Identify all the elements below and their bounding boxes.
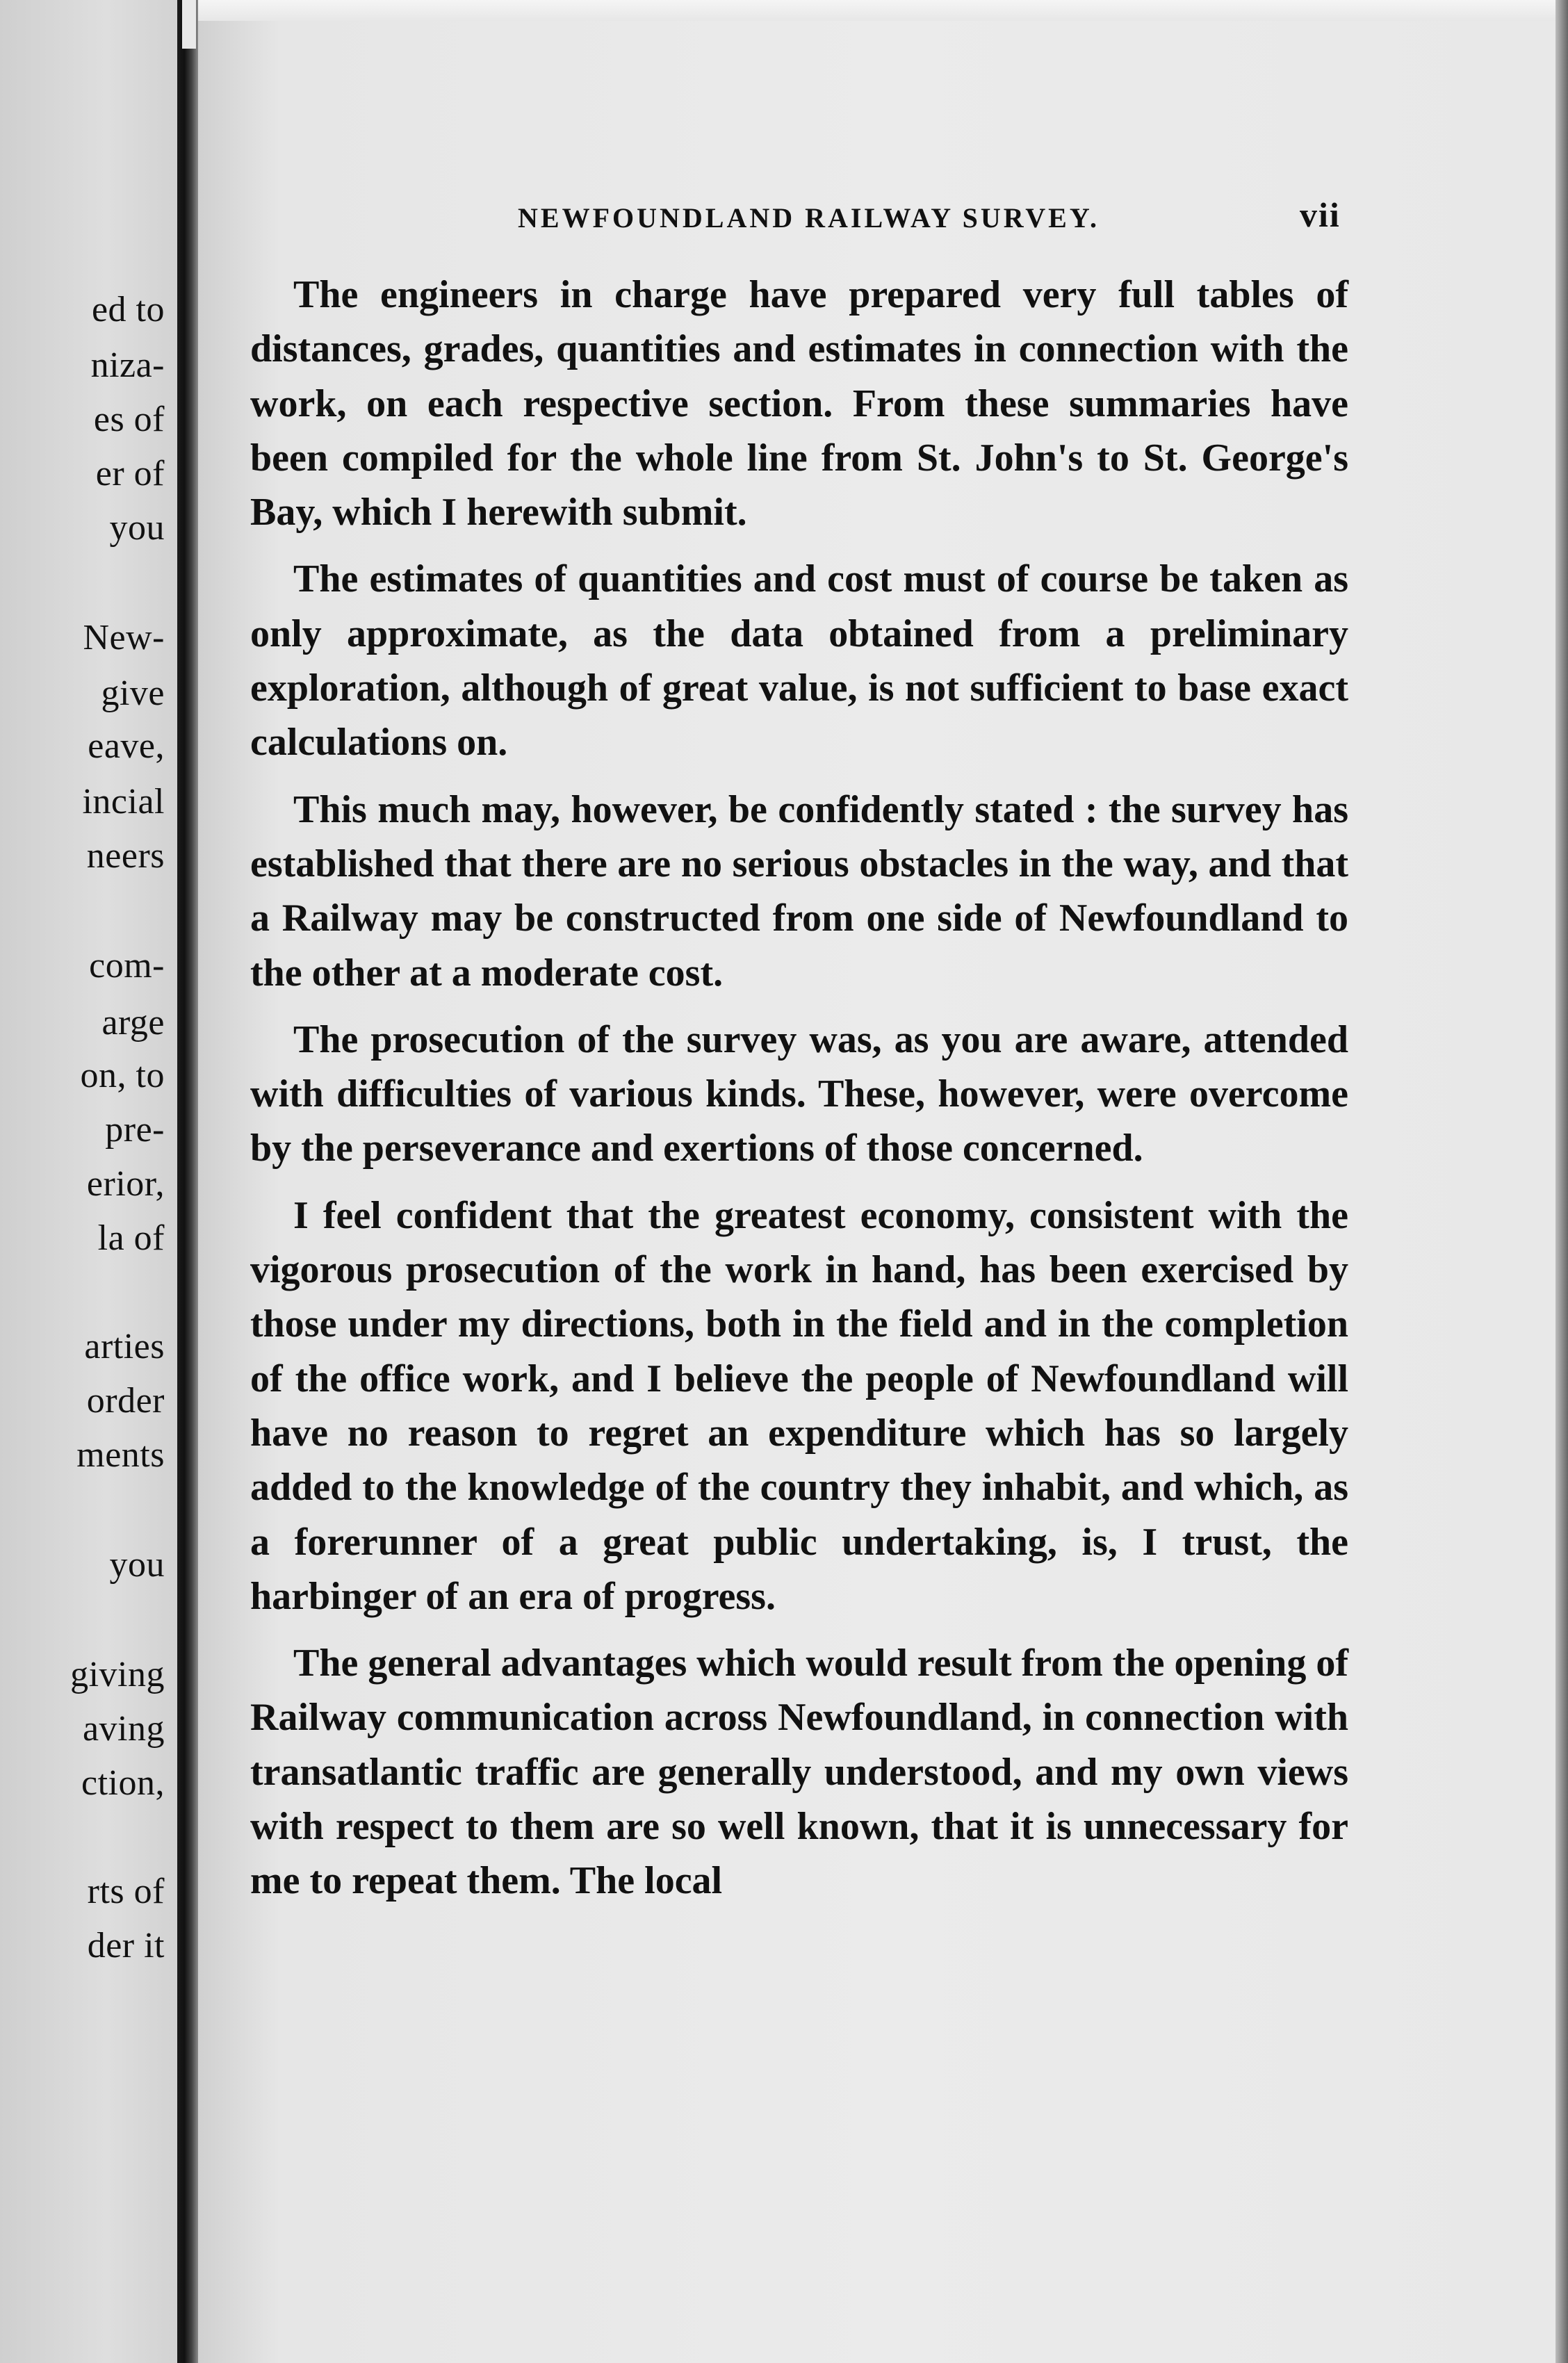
facing-page-line: eave, — [88, 726, 165, 766]
facing-page-line: arties — [84, 1327, 165, 1366]
facing-page-line: aving — [82, 1709, 165, 1749]
facing-page-line: der it — [87, 1926, 165, 1965]
running-head: NEWFOUNDLAND RAILWAY SURVEY. — [518, 202, 1100, 234]
facing-page-line: niza- — [90, 345, 165, 385]
facing-page-line: pre- — [105, 1110, 165, 1150]
facing-page-line: you — [109, 1545, 165, 1585]
facing-page-line: giving — [70, 1655, 165, 1694]
paragraph: The general advantages which would result from the opening of Railway communication across Newfoundland, in connection with transatlantic traffic are generally understood, and my own views with respect to them are so well known, that it is unnecessary for me to repeat them. The local — [250, 1642, 1348, 1903]
page-number: vii — [1300, 195, 1341, 234]
paragraph: This much may, however, be confidently stated : the survey has established that there are no serious obstacles in the way, and that a Railway may be constructed from one side of Newfoundland to the other at a moderate cost. — [250, 787, 1348, 995]
page-right-edge — [1555, 0, 1568, 2363]
facing-page-line: order — [86, 1381, 165, 1421]
facing-page-line: com- — [89, 946, 165, 986]
facing-page-line: er of — [95, 454, 165, 493]
facing-page-line: incial — [82, 782, 165, 821]
paragraph: The estimates of quantities and cost must of course be taken as only approximate, as the data obtained from a preliminary exploration, although of great value, is not sufficient to base exact calculations on. — [250, 557, 1348, 764]
paragraph: The prosecution of the survey was, as you are aware, attended with difficulties of various kinds. These, however, were overcome by the perseverance and exertions of those concerned. — [250, 1017, 1348, 1170]
facing-page-line: erior, — [86, 1164, 165, 1204]
book-gutter-shadow — [177, 0, 198, 2363]
paragraph: The engineers in charge have prepared very full tables of distances, grades, quantities and estimates in connection with the work, on each respective section. From these summaries have been compiled for the whole line from St. John's to St. George's Bay, which I herewith submit. — [250, 273, 1348, 534]
facing-page-edge — [0, 0, 177, 2363]
facing-page-line: give — [101, 673, 165, 713]
facing-page-line: on, to — [80, 1056, 165, 1095]
facing-page-line: ments — [76, 1435, 165, 1475]
facing-page-line: you — [109, 508, 165, 548]
paragraph: I feel confident that the greatest economy, consistent with the vigorous prosecution of the work in hand, has been exercised by those under my directions, both in the field and in the completion of the office work, and I believe the people of Newfoundland will have no reason to regret an expenditure which has so largely added to the knowledge of the country they inhabit, and which, as a forerunner of a great public undertaking, is, I trust, the harbinger of an era of progress. — [250, 1193, 1348, 1618]
facing-page-line: la of — [97, 1218, 165, 1258]
facing-page-line: es of — [93, 400, 165, 439]
facing-page-line: ction, — [81, 1763, 165, 1803]
body-text — [250, 268, 1348, 1921]
facing-page-line: New- — [83, 618, 165, 657]
page-top-edge — [198, 0, 1568, 21]
facing-page-line: rts of — [87, 1872, 165, 1911]
gutter-highlight — [182, 0, 196, 49]
facing-page-line: ed to — [91, 290, 165, 329]
facing-page-line: arge — [101, 1003, 165, 1042]
facing-page-line: neers — [86, 836, 165, 876]
